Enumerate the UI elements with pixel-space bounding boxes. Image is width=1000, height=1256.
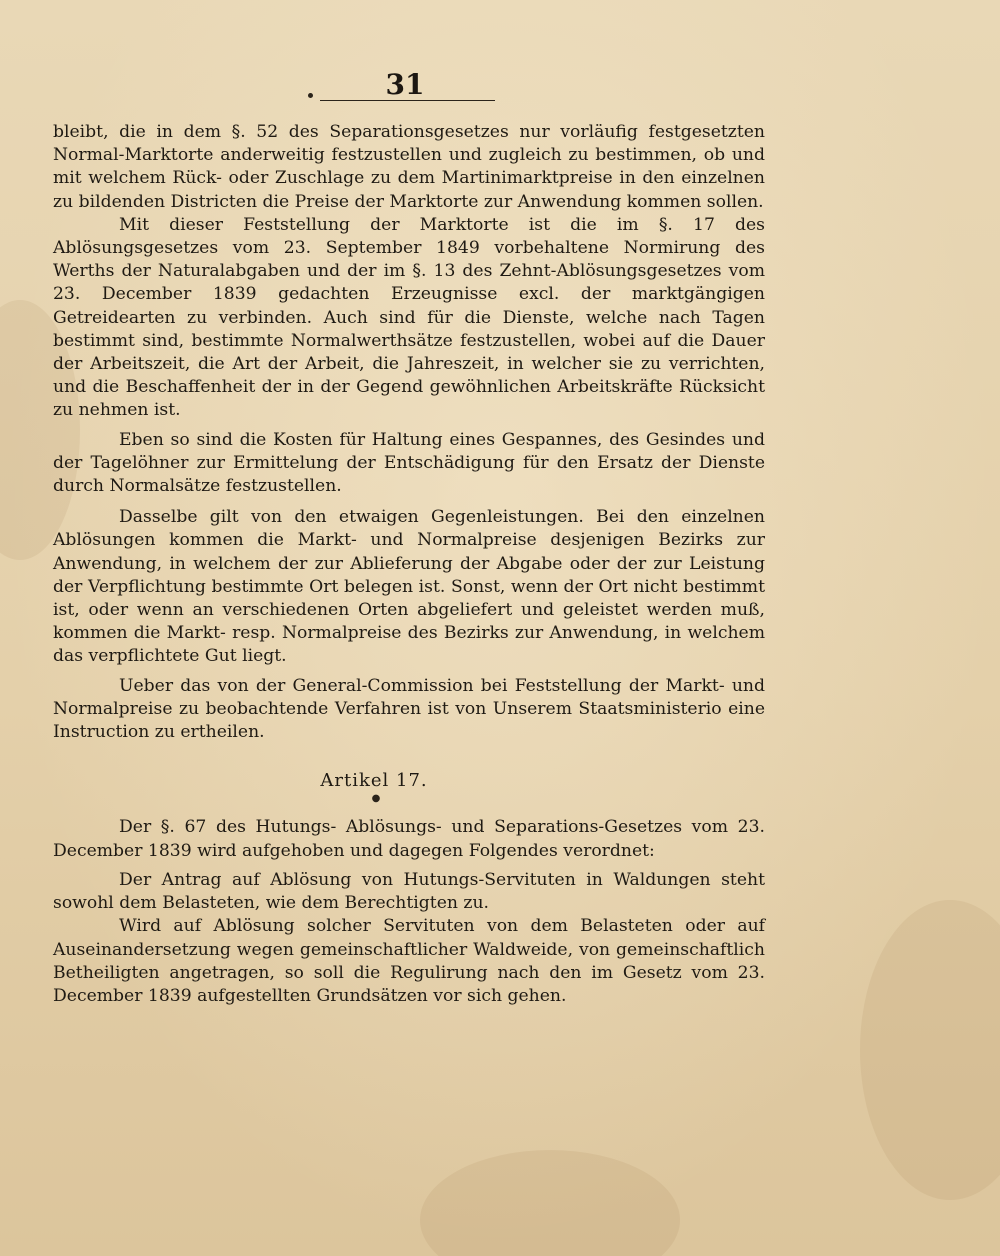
page-number: 31 <box>385 68 425 101</box>
article-heading: Artikel 17. <box>320 770 428 792</box>
paragraph: Mit dieser Feststellung der Marktorte ist die im §. 17 des Ablösungsgesetzes vom 23. September 1849 vorbehaltene Normirung des Werths der Naturalabgaben und der im §. 13 des Zehnt-Ablösungsgesetzes vom 23. December 1839 gedachten Erzeugnisse excl. der marktgängigen Getreidearten zu verbinden. Auch sind für die Dienste, welche nach Tagen bestimmt sind, bestimmte Normalwerthsätze festzustellen, wobei auf die Dauer der Arbeitszeit, die Art der Arbeit, die Jahreszeit, in welcher sie zu verrichten, und die Beschaffenheit der in der Gegend gewöhnlichen Arbeitskräfte Rücksicht zu nehmen ist. <box>53 214 765 421</box>
paragraph: bleibt, die in dem §. 52 des Separationsgesetzes nur vorläufig festgesetzten Normal-Marktorte anderweitig festzustellen und zugleich zu bestimmen, ob und mit welchem Rück- oder Zuschlage zu dem Martinimarktpreise in den einzelnen zu bildenden Districten die Preise der Marktorte zur Anwendung kommen sollen. <box>53 122 765 212</box>
paragraph: Dasselbe gilt von den etwaigen Gegenleistungen. Bei den einzelnen Ablösungen kommen die Markt- und Normalpreise desjenigen Bezirks zur Anwendung, in welchem der zur Ablieferung der Abgabe oder der zur Leistung der Verpflichtung bestimmte Ort belegen ist. Sonst, wenn der Ort nicht bestimmt ist, oder wenn an verschiedenen Orten abgeliefert und geleistet werden muß, kommen die Markt- resp. Normalpreise des Bezirks zur Anwendung, in welchem das verpflichtete Gut liegt. <box>53 507 765 667</box>
body-text <box>53 121 765 1008</box>
paper-stain <box>420 1150 680 1256</box>
header-rule <box>320 100 495 101</box>
paper-stain <box>860 900 1000 1200</box>
paragraph: Der §. 67 des Hutungs- Ablösungs- und Separations-Gesetzes vom 23. December 1839 wird aufgehoben und dagegen Folgendes verordnet: <box>53 817 765 861</box>
paragraph: Wird auf Ablösung solcher Servituten von dem Belasteten oder auf Auseinandersetzung wegen gemeinschaftlicher Waldweide, von gemeinschaftlich Betheiligten angetragen, so soll die Regulirung nach den im Gesetz vom 23. December 1839 aufgestellten Grundsätzen vor sich gehen. <box>53 916 765 1006</box>
article-dot: ● <box>371 793 381 805</box>
paragraph: Der Antrag auf Ablösung von Hutungs-Servituten in Waldungen steht sowohl dem Belasteten, wie dem Berechtigten zu. <box>53 869 765 914</box>
header-dot <box>308 93 313 98</box>
paragraph: Eben so sind die Kosten für Haltung eines Gespannes, des Gesindes und der Tagelöhner zur Ermittelung der Entschädigung für den Ersatz der Dienste durch Normalsätze festzustellen. <box>53 429 765 497</box>
paragraph-gap <box>53 498 765 506</box>
paragraph: Ueber das von der General-Commission bei Feststellung der Markt- und Normalpreise zu beobachtende Verfahren ist von Unserem Staatsministerio eine Instruction zu ertheilen. <box>53 675 765 743</box>
